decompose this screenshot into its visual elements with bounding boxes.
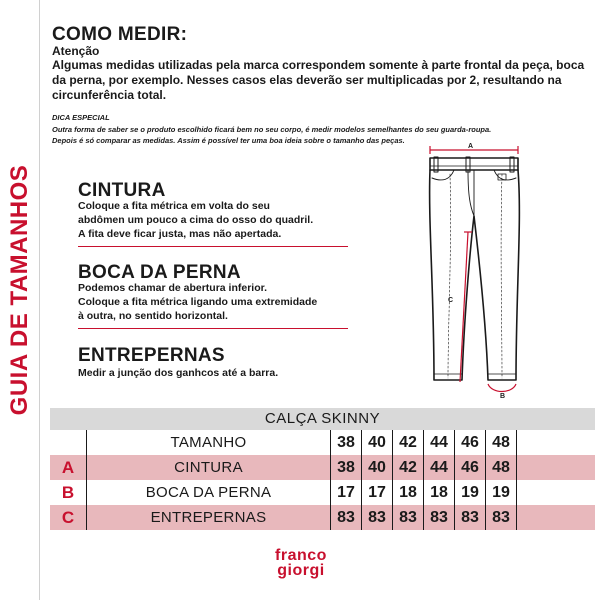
row-spacer xyxy=(516,505,595,530)
row-label: TAMANHO xyxy=(86,430,330,455)
dica-line-2: Depois é só comparar as medidas. Assim é possível ter uma boa ideia sobre o tamanho das peças. xyxy=(52,136,405,145)
row-value: 42 xyxy=(392,455,423,480)
row-spacer xyxy=(516,480,595,505)
row-value: 40 xyxy=(361,430,392,455)
brand-logo xyxy=(266,548,336,578)
cintura-line-3: A fita deve ficar justa, mas não apertada. xyxy=(78,228,282,240)
row-value: 48 xyxy=(485,455,516,480)
section-title-cintura: CINTURA xyxy=(78,180,166,201)
boca-line-2: Coloque a fita métrica ligando uma extremidade xyxy=(78,296,318,308)
cintura-line-2: abdômen um pouco a cima do osso do quadril. xyxy=(78,214,314,226)
atencao-label: Atenção xyxy=(52,44,100,58)
cintura-line-1: Coloque a fita métrica em volta do seu xyxy=(78,200,270,212)
pants-fly xyxy=(468,170,474,216)
measure-line-b xyxy=(488,384,516,392)
dica-line-1: Outra forma de saber se o produto escolhido ficará bem no seu corpo, é medir modelos semelhantes do seu guarda-roupa. xyxy=(52,125,492,134)
table-row-tamanho xyxy=(50,430,595,455)
row-value: 17 xyxy=(361,480,392,505)
row-spacer xyxy=(516,430,595,455)
row-value: 40 xyxy=(361,455,392,480)
measure-label-b: B xyxy=(500,393,506,400)
pants-pocket-left xyxy=(432,170,454,180)
row-value: 83 xyxy=(361,505,392,530)
pants-diagram xyxy=(410,140,530,400)
section-text-cintura xyxy=(78,199,368,241)
row-value: 46 xyxy=(454,455,485,480)
divider-boca xyxy=(78,328,348,329)
logo-line-1: franco xyxy=(275,547,327,564)
row-value: 17 xyxy=(330,480,361,505)
table-title: CALÇA SKINNY xyxy=(50,408,595,430)
table-row-boca xyxy=(50,480,595,505)
row-value: 42 xyxy=(392,430,423,455)
measure-label-a: A xyxy=(468,143,474,150)
row-spacer xyxy=(516,455,595,480)
row-value: 18 xyxy=(392,480,423,505)
row-value: 44 xyxy=(423,455,454,480)
boca-line-3: à outra, no sentido horizontal. xyxy=(78,310,228,322)
side-title: GUIA DE TAMANHOS xyxy=(6,164,33,416)
row-value: 83 xyxy=(330,505,361,530)
section-text-boca xyxy=(78,281,368,323)
divider-cintura xyxy=(78,246,348,247)
row-value: 38 xyxy=(330,455,361,480)
row-letter: A xyxy=(61,457,75,477)
entrepernas-line-1: Medir a junção dos ganhcos até a barra. xyxy=(78,367,279,379)
section-text-entrepernas xyxy=(78,366,368,380)
row-value: 83 xyxy=(485,505,516,530)
row-label: BOCA DA PERNA xyxy=(86,480,330,505)
row-value: 83 xyxy=(423,505,454,530)
row-value: 48 xyxy=(485,430,516,455)
pants-seam-right xyxy=(501,174,502,378)
section-title-boca: BOCA DA PERNA xyxy=(78,262,241,283)
section-title-entrepernas: ENTREPERNAS xyxy=(78,345,225,366)
logo-line-2: giorgi xyxy=(277,562,325,579)
row-letter: C xyxy=(61,507,75,527)
atencao-text: Algumas medidas utilizadas pela marca correspondem somente à parte frontal da peça, boca da perna, por exemplo. Nesses casos elas deverão ser multiplicadas por 2, resultando na circunferência total. xyxy=(52,58,585,102)
row-value: 19 xyxy=(485,480,516,505)
row-value: 44 xyxy=(423,430,454,455)
row-label: CINTURA xyxy=(86,455,330,480)
row-value: 18 xyxy=(423,480,454,505)
row-label: ENTREPERNAS xyxy=(86,505,330,530)
pants-pocket-right xyxy=(494,170,516,180)
table-row-entrepernas xyxy=(50,505,595,530)
size-table xyxy=(50,408,595,530)
dica-title: DICA ESPECIAL xyxy=(52,113,110,122)
measure-label-c: C xyxy=(448,297,454,304)
page-title: COMO MEDIR: xyxy=(52,24,188,45)
pants-seam-left xyxy=(448,174,454,378)
pants-waistband xyxy=(430,158,518,170)
row-value: 38 xyxy=(330,430,361,455)
measure-line-c xyxy=(460,232,468,382)
row-value: 46 xyxy=(454,430,485,455)
row-value: 83 xyxy=(454,505,485,530)
row-value: 19 xyxy=(454,480,485,505)
pants-outline xyxy=(430,170,520,380)
table-row-cintura xyxy=(50,455,595,480)
row-value: 83 xyxy=(392,505,423,530)
boca-line-1: Podemos chamar de abertura inferior. xyxy=(78,282,268,294)
row-letter: B xyxy=(61,482,75,502)
